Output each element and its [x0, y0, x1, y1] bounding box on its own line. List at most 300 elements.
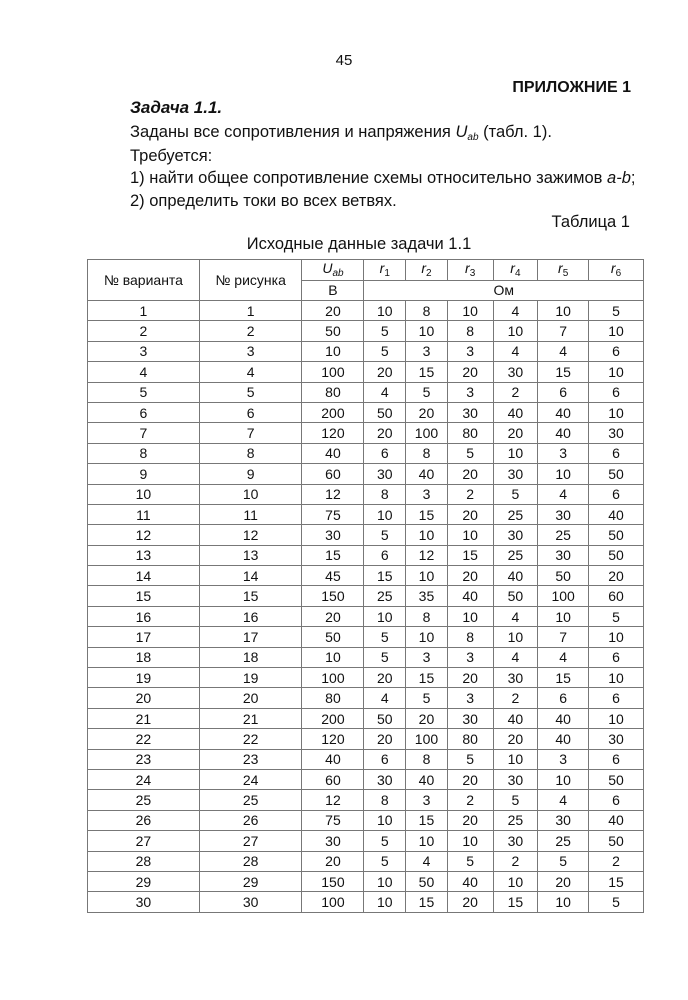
table-cell: 80 [447, 729, 493, 749]
table-cell: 17 [199, 627, 302, 647]
table-cell: 10 [406, 566, 448, 586]
table-cell: 13 [199, 545, 302, 565]
table-cell: 26 [88, 810, 200, 830]
table-cell: 30 [493, 668, 538, 688]
table-cell: 25 [538, 525, 589, 545]
table-cell: 10 [364, 606, 406, 626]
table-cell: 23 [199, 749, 302, 769]
table-cell: 10 [364, 892, 406, 912]
table-cell: 28 [88, 851, 200, 871]
table-cell: 15 [589, 871, 644, 891]
table-cell: 100 [302, 668, 364, 688]
table-cell: 20 [364, 423, 406, 443]
table-cell: 20 [538, 871, 589, 891]
table-cell: 2 [493, 851, 538, 871]
table-cell: 10 [364, 871, 406, 891]
table-row [88, 769, 644, 789]
table-cell: 40 [589, 810, 644, 830]
table-cell: 50 [589, 525, 644, 545]
table-cell: 50 [493, 586, 538, 606]
table-cell: 40 [538, 729, 589, 749]
table-cell: 5 [538, 851, 589, 871]
table-cell: 40 [406, 464, 448, 484]
table-cell: 22 [199, 729, 302, 749]
table-cell: 4 [493, 301, 538, 321]
table-cell: 60 [302, 769, 364, 789]
table-cell: 3 [538, 443, 589, 463]
table-cell: 20 [447, 668, 493, 688]
table-cell: 3 [538, 749, 589, 769]
table-cell: 30 [493, 769, 538, 789]
appendix-title: ПРИЛОЖНИЕ 1 [512, 79, 631, 96]
table-cell: 75 [302, 504, 364, 524]
table-row [88, 892, 644, 912]
table-cell: 40 [538, 423, 589, 443]
table-cell: 20 [447, 566, 493, 586]
table-cell: 6 [589, 749, 644, 769]
table-cell: 20 [447, 892, 493, 912]
table-cell: 10 [589, 321, 644, 341]
table-cell: 6 [538, 382, 589, 402]
table-cell: 8 [447, 321, 493, 341]
table-cell: 100 [406, 729, 448, 749]
table-cell: 28 [199, 851, 302, 871]
table-cell: 11 [88, 504, 200, 524]
table-cell: 6 [364, 443, 406, 463]
table-cell: 1 [88, 301, 200, 321]
table-cell: 11 [199, 504, 302, 524]
table-cell: 3 [447, 647, 493, 667]
table-cell: 60 [589, 586, 644, 606]
table-row [88, 647, 644, 667]
table-row [88, 484, 644, 504]
table-cell: 10 [493, 871, 538, 891]
header-variant: № варианта [88, 260, 200, 301]
table-cell: 200 [302, 708, 364, 728]
header-r5: $r_5$ [538, 260, 589, 281]
table-cell: 4 [493, 606, 538, 626]
table-cell: 2 [493, 382, 538, 402]
table-cell: 50 [538, 566, 589, 586]
header-voltage: $U_{ab}$ [302, 260, 364, 281]
table-cell: 5 [447, 749, 493, 769]
table-cell: 30 [302, 525, 364, 545]
table-cell: 8 [406, 443, 448, 463]
table-cell: 27 [88, 831, 200, 851]
table-cell: 200 [302, 402, 364, 422]
table-cell: 100 [302, 892, 364, 912]
table-cell: 25 [364, 586, 406, 606]
table-cell: 12 [88, 525, 200, 545]
table-cell: 19 [88, 668, 200, 688]
table-cell: 14 [88, 566, 200, 586]
table-cell: 21 [199, 708, 302, 728]
table-row [88, 301, 644, 321]
table-number: Таблица 1 [551, 213, 630, 231]
table-cell: 6 [589, 790, 644, 810]
table-row [88, 341, 644, 361]
table-cell: 30 [538, 545, 589, 565]
table-cell: 6 [589, 443, 644, 463]
table-cell: 15 [538, 362, 589, 382]
table-cell: 3 [406, 484, 448, 504]
table-cell: 40 [302, 749, 364, 769]
table-cell: 5 [364, 321, 406, 341]
table-row [88, 566, 644, 586]
table-cell: 10 [406, 831, 448, 851]
table-cell: 20 [406, 708, 448, 728]
table-cell: 40 [447, 871, 493, 891]
table-cell: 5 [406, 382, 448, 402]
table-cell: 3 [447, 341, 493, 361]
table-cell: 29 [199, 871, 302, 891]
table-cell: 22 [88, 729, 200, 749]
table-cell: 13 [88, 545, 200, 565]
table-cell: 20 [447, 464, 493, 484]
table-cell: 35 [406, 586, 448, 606]
table-cell: 10 [199, 484, 302, 504]
table-cell: 4 [364, 382, 406, 402]
table-cell: 10 [493, 321, 538, 341]
table-cell: 15 [406, 504, 448, 524]
table-cell: 27 [199, 831, 302, 851]
table-cell: 15 [406, 810, 448, 830]
table-cell: 45 [302, 566, 364, 586]
table-cell: 12 [302, 484, 364, 504]
table-cell: 14 [199, 566, 302, 586]
table-cell: 25 [199, 790, 302, 810]
table-cell: 6 [364, 545, 406, 565]
table-cell: 20 [364, 362, 406, 382]
table-cell: 30 [447, 708, 493, 728]
table-cell: 4 [406, 851, 448, 871]
table-cell: 10 [406, 321, 448, 341]
table-cell: 25 [493, 810, 538, 830]
table-cell: 10 [538, 892, 589, 912]
table-row [88, 423, 644, 443]
table-cell: 6 [589, 484, 644, 504]
table-cell: 40 [589, 504, 644, 524]
table-cell: 10 [447, 606, 493, 626]
table-cell: 25 [538, 831, 589, 851]
table-cell: 8 [364, 790, 406, 810]
table-cell: 9 [199, 464, 302, 484]
table-row [88, 790, 644, 810]
table-cell: 17 [88, 627, 200, 647]
table-cell: 40 [493, 566, 538, 586]
table-cell: 19 [199, 668, 302, 688]
table-row [88, 606, 644, 626]
table-cell: 30 [302, 831, 364, 851]
table-cell: 50 [589, 464, 644, 484]
unit-resistance: Ом [364, 280, 644, 301]
table-cell: 24 [199, 769, 302, 789]
table-row [88, 708, 644, 728]
table-cell: 15 [88, 586, 200, 606]
table-cell: 80 [447, 423, 493, 443]
table-cell: 5 [199, 382, 302, 402]
table-cell: 2 [88, 321, 200, 341]
table-cell: 10 [447, 301, 493, 321]
table-cell: 40 [493, 402, 538, 422]
table-cell: 120 [302, 423, 364, 443]
table-cell: 5 [493, 484, 538, 504]
table-cell: 4 [538, 790, 589, 810]
unit-voltage: В [302, 280, 364, 301]
table-cell: 10 [406, 627, 448, 647]
table-cell: 10 [589, 627, 644, 647]
table-row [88, 464, 644, 484]
table-cell: 30 [589, 423, 644, 443]
table-cell: 10 [302, 647, 364, 667]
table-cell: 30 [589, 729, 644, 749]
table-cell: 10 [493, 627, 538, 647]
table-cell: 10 [364, 810, 406, 830]
table-row [88, 586, 644, 606]
table-row [88, 443, 644, 463]
task-title: Задача 1.1. [130, 98, 223, 117]
table-cell: 20 [447, 769, 493, 789]
table-row [88, 688, 644, 708]
table-cell: 50 [364, 708, 406, 728]
table-cell: 10 [589, 402, 644, 422]
table-cell: 50 [589, 769, 644, 789]
text: (табл. 1). [478, 123, 552, 141]
page-number: 45 [335, 52, 353, 69]
table-row [88, 382, 644, 402]
table-cell: 30 [493, 831, 538, 851]
table-cell: 10 [538, 301, 589, 321]
table-cell: 29 [88, 871, 200, 891]
table-cell: 8 [199, 443, 302, 463]
data-table [87, 259, 644, 913]
table-row [88, 668, 644, 688]
table-cell: 25 [493, 545, 538, 565]
table-cell: 5 [364, 525, 406, 545]
table-cell: 7 [538, 627, 589, 647]
table-cell: 50 [364, 402, 406, 422]
table-cell: 20 [199, 688, 302, 708]
table-cell: 5 [589, 606, 644, 626]
table-cell: 150 [302, 586, 364, 606]
table-cell: 20 [88, 688, 200, 708]
table-cell: 6 [589, 647, 644, 667]
table-cell: 8 [364, 484, 406, 504]
table-row [88, 851, 644, 871]
table-cell: 25 [493, 504, 538, 524]
table-cell: 24 [88, 769, 200, 789]
table-row [88, 545, 644, 565]
table-cell: 20 [447, 362, 493, 382]
table-cell: 30 [493, 362, 538, 382]
table-cell: 15 [364, 566, 406, 586]
table-cell: 10 [589, 668, 644, 688]
table-cell: 5 [447, 443, 493, 463]
header-figure: № рисунка [199, 260, 302, 301]
table-cell: 7 [88, 423, 200, 443]
table-cell: 20 [302, 851, 364, 871]
table-cell: 6 [589, 382, 644, 402]
table-cell: 10 [88, 484, 200, 504]
header-r4: $r_4$ [493, 260, 538, 281]
table-cell: 50 [406, 871, 448, 891]
table-cell: 80 [302, 382, 364, 402]
table-cell: 30 [538, 504, 589, 524]
table-cell: 12 [302, 790, 364, 810]
requirement-1: 1) найти общее сопротивление схемы относительно зажимов a-b; [130, 169, 636, 187]
table-row [88, 402, 644, 422]
table-cell: 40 [538, 708, 589, 728]
table-cell: 25 [88, 790, 200, 810]
table-cell: 10 [538, 606, 589, 626]
table-cell: 100 [406, 423, 448, 443]
table-row [88, 831, 644, 851]
table-cell: 30 [88, 892, 200, 912]
table-cell: 3 [447, 688, 493, 708]
table-row [88, 525, 644, 545]
text: Заданы все сопротивления и напряжения [130, 123, 456, 141]
table-cell: 100 [302, 362, 364, 382]
table-cell: 21 [88, 708, 200, 728]
table-cell: 10 [493, 443, 538, 463]
table-cell: 30 [493, 464, 538, 484]
table-cell: 20 [364, 668, 406, 688]
table-cell: 23 [88, 749, 200, 769]
table-cell: 10 [447, 831, 493, 851]
table-cell: 4 [538, 647, 589, 667]
table-cell: 20 [493, 423, 538, 443]
table-cell: 5 [589, 301, 644, 321]
table-row [88, 362, 644, 382]
table-cell: 4 [493, 647, 538, 667]
table-cell: 2 [493, 688, 538, 708]
table-cell: 2 [447, 790, 493, 810]
requirement-heading: Требуется: [130, 147, 213, 165]
table-cell: 4 [364, 688, 406, 708]
table-cell: 4 [199, 362, 302, 382]
table-cell: 10 [302, 341, 364, 361]
table-row [88, 321, 644, 341]
table-cell: 5 [364, 627, 406, 647]
table-cell: 10 [364, 504, 406, 524]
table-cell: 150 [302, 871, 364, 891]
table-cell: 50 [589, 545, 644, 565]
table-cell: 40 [538, 402, 589, 422]
header-r2: $r_2$ [406, 260, 448, 281]
table-cell: 50 [302, 627, 364, 647]
table-cell: 15 [406, 362, 448, 382]
table-cell: 120 [302, 729, 364, 749]
table-cell: 6 [538, 688, 589, 708]
table-cell: 40 [406, 769, 448, 789]
table-cell: 2 [447, 484, 493, 504]
table-cell: 30 [493, 525, 538, 545]
table-cell: 50 [589, 831, 644, 851]
table-row [88, 729, 644, 749]
table-cell: 15 [493, 892, 538, 912]
table-cell: 40 [493, 708, 538, 728]
table-cell: 30 [199, 892, 302, 912]
table-cell: 5 [364, 647, 406, 667]
table-cell: 5 [364, 831, 406, 851]
table-cell: 10 [406, 525, 448, 545]
table-cell: 10 [538, 464, 589, 484]
table-cell: 6 [364, 749, 406, 769]
table-cell: 20 [447, 810, 493, 830]
variable-u: $U_{ab}$ [455, 123, 479, 143]
table-cell: 5 [447, 851, 493, 871]
table-cell: 20 [302, 301, 364, 321]
table-cell: 6 [589, 688, 644, 708]
table-cell: 2 [199, 321, 302, 341]
table-cell: 10 [447, 525, 493, 545]
table-cell: 7 [538, 321, 589, 341]
table-cell: 5 [406, 688, 448, 708]
table-cell: 26 [199, 810, 302, 830]
table-cell: 5 [493, 790, 538, 810]
table-cell: 20 [406, 402, 448, 422]
table-cell: 10 [364, 301, 406, 321]
table-cell: 5 [88, 382, 200, 402]
table-cell: 2 [589, 851, 644, 871]
table-cell: 40 [447, 586, 493, 606]
table-cell: 6 [199, 402, 302, 422]
table-cell: 15 [199, 586, 302, 606]
table-cell: 100 [538, 586, 589, 606]
table-cell: 30 [447, 402, 493, 422]
table-cell: 1 [199, 301, 302, 321]
table-cell: 5 [589, 892, 644, 912]
requirement-2: 2) определить токи во всех ветвях. [130, 192, 397, 210]
table-cell: 10 [589, 708, 644, 728]
table-row [88, 627, 644, 647]
table-cell: 4 [493, 341, 538, 361]
table-cell: 6 [589, 341, 644, 361]
table-cell: 3 [406, 647, 448, 667]
table-cell: 4 [538, 484, 589, 504]
table-cell: 40 [302, 443, 364, 463]
table-cell: 15 [447, 545, 493, 565]
table-cell: 8 [406, 301, 448, 321]
table-cell: 30 [364, 769, 406, 789]
table-cell: 12 [406, 545, 448, 565]
table-cell: 4 [88, 362, 200, 382]
table-cell: 18 [199, 647, 302, 667]
table-cell: 10 [493, 749, 538, 769]
table-row [88, 871, 644, 891]
table-cell: 75 [302, 810, 364, 830]
table-cell: 16 [199, 606, 302, 626]
table-cell: 9 [88, 464, 200, 484]
table-cell: 20 [493, 729, 538, 749]
table-cell: 50 [302, 321, 364, 341]
table-cell: 20 [447, 504, 493, 524]
table-cell: 12 [199, 525, 302, 545]
table-cell: 15 [406, 892, 448, 912]
table-cell: 20 [589, 566, 644, 586]
table-cell: 3 [447, 382, 493, 402]
header-r1: $r_1$ [364, 260, 406, 281]
table-title: Исходные данные задачи 1.1 [246, 235, 472, 253]
table-cell: 30 [538, 810, 589, 830]
table-cell: 5 [364, 851, 406, 871]
header-r6: $r_6$ [589, 260, 644, 281]
header-r3: $r_3$ [447, 260, 493, 281]
table-cell: 10 [538, 769, 589, 789]
table-cell: 6 [88, 402, 200, 422]
table-cell: 8 [406, 749, 448, 769]
task-statement [130, 123, 552, 143]
